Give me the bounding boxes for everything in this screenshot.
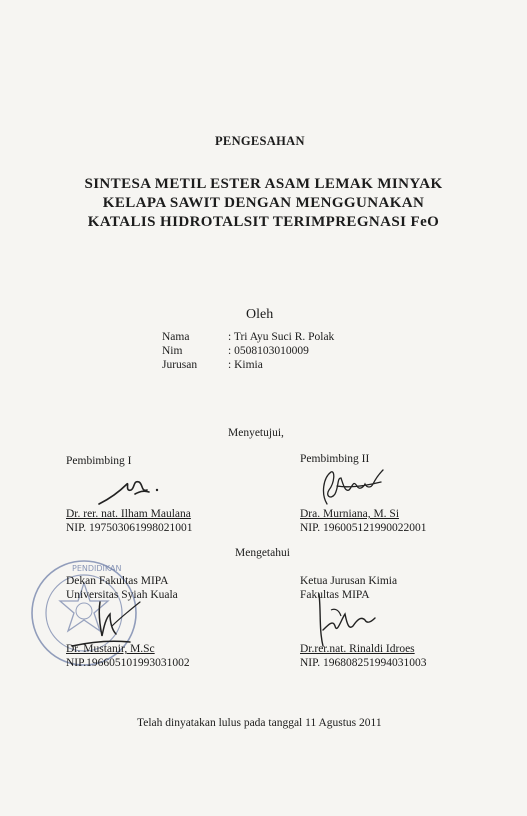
oleh-label: Oleh [246,307,274,322]
title-line-2: KELAPA SAWIT DENGAN MENGGUNAKAN [102,195,425,211]
dekan-role-line1: Dekan Fakultas MIPA [66,575,169,587]
pembimbing2-name: Dra. Murniana, M. Si [300,508,400,520]
dekan-role-line2: Universitas Syiah Kuala [66,589,178,601]
seal-text: PENDIDIKAN [72,564,122,573]
graduation-statement: Telah dinyatakan lulus pada tanggal 11 Agustus 2011 [137,717,382,729]
pembimbing2-role: Pembimbing II [300,453,370,465]
title-line-1: SINTESA METIL ESTER ASAM LEMAK MINYAK [84,176,443,192]
jurusan-value: : Kimia [228,359,263,371]
nama-value: : Tri Ayu Suci R. Polak [228,331,335,343]
dekan-nip: NIP.196605101993031002 [66,657,190,669]
dekan-name: Dr. Mustanir, M.Sc [66,643,155,655]
ketua-name: Dr.rer.nat. Rinaldi Idroes [300,643,415,655]
page-heading: PENGESAHAN [215,134,305,148]
nim-label: Nim [162,345,183,357]
pembimbing2-nip: NIP. 196005121990022001 [300,522,427,534]
nim-value: : 0508103010009 [228,345,309,357]
ketua-role-line2: Fakultas MIPA [300,589,370,601]
ketua-nip: NIP. 196808251994031003 [300,657,427,669]
pembimbing1-nip: NIP. 197503061998021001 [66,522,193,534]
jurusan-label: Jurusan [162,359,198,371]
signature-ketua [305,590,385,650]
nama-label: Nama [162,331,190,343]
menyetujui-label: Menyetujui, [228,427,284,439]
ketua-role-line1: Ketua Jurusan Kimia [300,575,398,587]
title-line-3: KATALIS HIDROTALSIT TERIMPREGNASI FeO [87,214,440,230]
pembimbing1-role: Pembimbing I [66,455,132,467]
pembimbing1-name: Dr. rer. nat. Ilham Maulana [66,508,191,520]
signature-pembimbing1 [95,470,165,510]
mengetahui-label: Mengetahui [235,547,290,559]
signature-pembimbing2 [315,464,395,510]
